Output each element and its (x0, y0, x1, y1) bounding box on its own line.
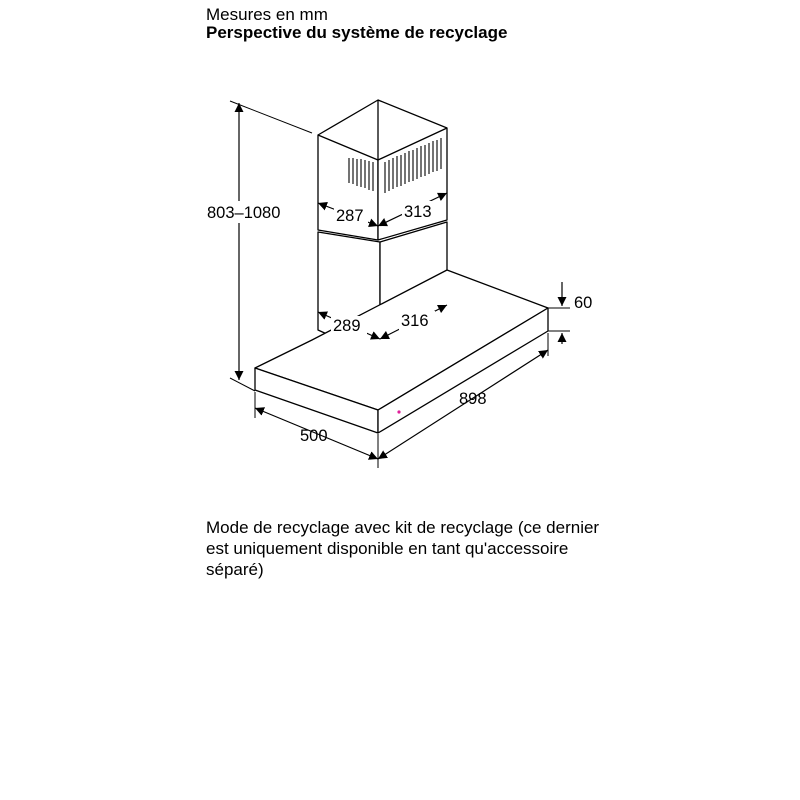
depth-label: 500 (300, 427, 328, 445)
lower-chimney-right-label: 316 (401, 312, 429, 330)
measurement-unit-note: Mesures en mm (206, 5, 328, 24)
canopy (255, 270, 548, 433)
recirculation-description: Mode de recyclage avec kit de recyclage (ce dernier est uniquement disponible en tant qu'accessoire séparé) (206, 518, 600, 579)
upper-chimney-left-label: 287 (336, 207, 364, 225)
lower-chimney-left-label: 289 (333, 317, 361, 335)
indicator-light (397, 410, 400, 413)
upper-chimney-right-label: 313 (404, 203, 432, 221)
width-label: 898 (459, 390, 487, 408)
canopy-thickness-label: 60 (574, 294, 593, 312)
height-range-label: 803–1080 (207, 204, 281, 222)
page-title: Perspective du système de recyclage (206, 23, 508, 42)
